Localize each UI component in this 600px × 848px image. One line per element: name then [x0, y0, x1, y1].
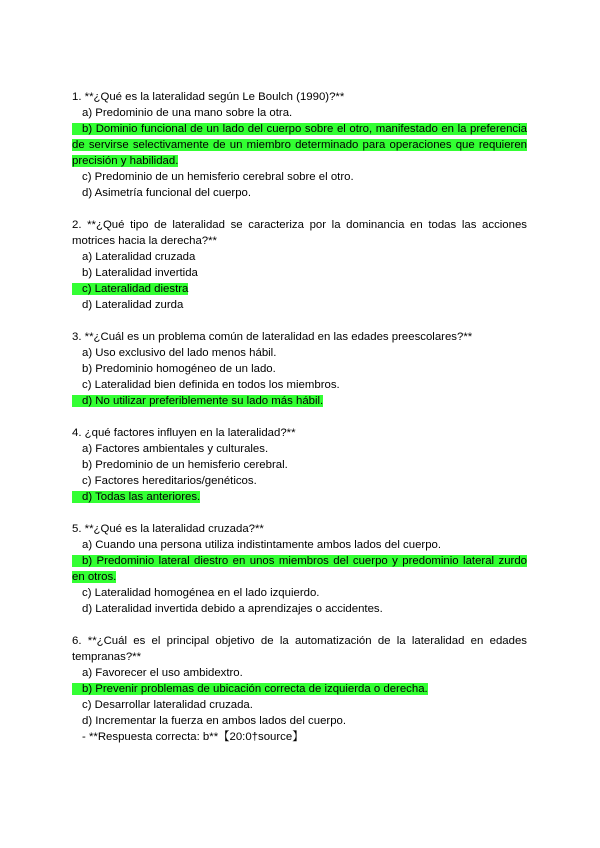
answer-note: - **Respuesta correcta: b**【20:0†source】 [82, 731, 304, 743]
option-b-correct [72, 553, 527, 585]
option-b-correct [72, 121, 527, 169]
highlighted-answer: c) Lateralidad diestra [72, 283, 188, 295]
question-text: 6. **¿Cuál es el principal objetivo de la automatización de la lateralidad en edades tempranas?** [72, 635, 527, 663]
option-c: c) Lateralidad homogénea en el lado izquierdo. [82, 587, 320, 599]
option-c: c) Lateralidad bien definida en todos los miembros. [82, 379, 340, 391]
question-2 [72, 217, 527, 313]
question-4 [72, 425, 527, 505]
option-b: b) Predominio homogéneo de un lado. [82, 363, 276, 375]
quiz-content [72, 89, 527, 761]
question-text: 3. **¿Cuál es un problema común de lateralidad en las edades preescolares?** [72, 331, 473, 343]
option-a: a) Predominio de una mano sobre la otra. [82, 107, 293, 119]
highlighted-answer: d) Todas las anteriores. [72, 491, 200, 503]
option-c-correct [72, 281, 527, 297]
highlighted-answer: b) Dominio funcional de un lado del cuerpo sobre el otro, manifestado en la preferencia de servirse selectivamente de un miembro determinado para operaciones que requieren precisión y habilidad. [72, 123, 527, 167]
question-6 [72, 633, 527, 745]
option-b-correct [72, 681, 527, 697]
option-a: a) Factores ambientales y culturales. [82, 443, 269, 455]
option-c: c) Predominio de un hemisferio cerebral sobre el otro. [82, 171, 354, 183]
option-b: b) Lateralidad invertida [82, 267, 198, 279]
question-text: 5. **¿Qué es la lateralidad cruzada?** [72, 523, 264, 535]
option-d: d) Asimetría funcional del cuerpo. [82, 187, 252, 199]
question-3 [72, 329, 527, 409]
option-d-correct [72, 489, 527, 505]
option-b: b) Predominio de un hemisferio cerebral. [82, 459, 288, 471]
question-5 [72, 521, 527, 617]
option-a: a) Favorecer el uso ambidextro. [82, 667, 243, 679]
option-a: a) Lateralidad cruzada [82, 251, 196, 263]
option-c: c) Desarrollar lateralidad cruzada. [82, 699, 253, 711]
highlighted-answer: d) No utilizar preferiblemente su lado más hábil. [72, 395, 323, 407]
option-a: a) Cuando una persona utiliza indistintamente ambos lados del cuerpo. [82, 539, 442, 551]
option-d-correct [72, 393, 527, 409]
option-d: d) Incrementar la fuerza en ambos lados del cuerpo. [82, 715, 347, 727]
question-text: 2. **¿Qué tipo de lateralidad se caracteriza por la dominancia en todas las acciones motrices hacia la derecha?** [72, 219, 527, 247]
option-d: d) Lateralidad zurda [82, 299, 184, 311]
question-1 [72, 89, 527, 201]
question-text: 4. ¿qué factores influyen en la lateralidad?** [72, 427, 296, 439]
highlighted-answer: b) Predominio lateral diestro en unos miembros del cuerpo y predominio lateral zurdo en otros. [72, 555, 527, 583]
option-d: d) Lateralidad invertida debido a aprendizajes o accidentes. [82, 603, 383, 615]
highlighted-answer: b) Prevenir problemas de ubicación correcta de izquierda o derecha. [72, 683, 428, 695]
option-c: c) Factores hereditarios/genéticos. [82, 475, 257, 487]
option-a: a) Uso exclusivo del lado menos hábil. [82, 347, 277, 359]
question-text: 1. **¿Qué es la lateralidad según Le Boulch (1990)?** [72, 91, 345, 103]
